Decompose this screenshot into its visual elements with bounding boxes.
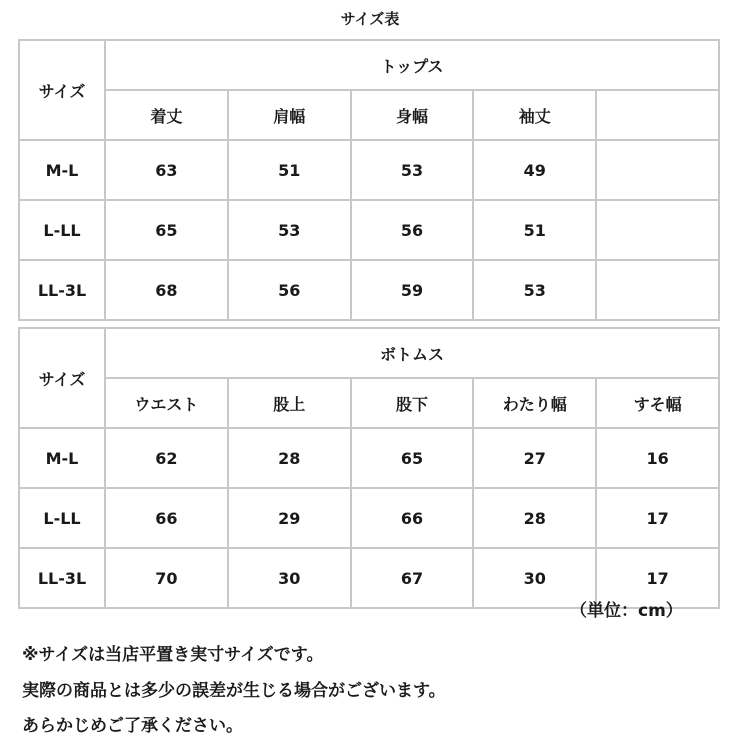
table-cell: 56: [351, 200, 474, 260]
tops-column-header: [596, 90, 719, 140]
table-cell: 67: [351, 548, 474, 608]
table-cell: 66: [105, 488, 228, 548]
bottoms-column-header: 股上: [228, 378, 351, 428]
tops-column-header: 着丈: [105, 90, 228, 140]
table-cell: 53: [473, 260, 596, 320]
table-cell: 28: [473, 488, 596, 548]
bottoms-column-header: わたり幅: [473, 378, 596, 428]
note-line: 実際の商品とは多少の誤差が生じる場合がございます。: [22, 681, 446, 701]
tops-size-table: [18, 39, 720, 321]
table-cell: 27: [473, 428, 596, 488]
table-cell: 65: [105, 200, 228, 260]
table-cell: 16: [596, 428, 719, 488]
table-cell: 51: [228, 140, 351, 200]
table-cell: [596, 200, 719, 260]
bottoms-column-row: [19, 378, 719, 428]
bottoms-column-header: すそ幅: [596, 378, 719, 428]
table-cell: 59: [351, 260, 474, 320]
bottoms-size-table: [18, 327, 720, 609]
table-cell: 30: [228, 548, 351, 608]
table-cell: 28: [228, 428, 351, 488]
bottoms-column-header: ウエスト: [105, 378, 228, 428]
table-cell: 66: [351, 488, 474, 548]
tops-group-header: トップス: [105, 40, 719, 90]
table-cell: 49: [473, 140, 596, 200]
table-cell: 63: [105, 140, 228, 200]
tops-column-header: 袖丈: [473, 90, 596, 140]
bottoms-column-header: 股下: [351, 378, 474, 428]
bottoms-size-header: サイズ: [19, 328, 105, 428]
table-cell: 53: [351, 140, 474, 200]
tops-header-row: [19, 40, 719, 90]
table-cell: 53: [228, 200, 351, 260]
bottoms-header-row: [19, 328, 719, 378]
table-cell: 51: [473, 200, 596, 260]
tops-column-header: 身幅: [351, 90, 474, 140]
table-cell: 65: [351, 428, 474, 488]
table-row: [19, 140, 719, 200]
table-row: [19, 200, 719, 260]
note-line: あらかじめご了承ください。: [22, 716, 243, 736]
note-line: ※サイズは当店平置き実寸サイズです。: [22, 645, 324, 665]
table-cell: 56: [228, 260, 351, 320]
size-label: LL-3L: [19, 260, 105, 320]
size-label: LL-3L: [19, 548, 105, 608]
size-label: L-LL: [19, 200, 105, 260]
table-row: [19, 428, 719, 488]
size-label: M-L: [19, 428, 105, 488]
table-cell: 68: [105, 260, 228, 320]
table-row: [19, 260, 719, 320]
table-cell: 70: [105, 548, 228, 608]
table-cell: 17: [596, 488, 719, 548]
table-cell: 17: [596, 548, 719, 608]
table-row: [19, 488, 719, 548]
table-cell: [596, 260, 719, 320]
table-cell: 29: [228, 488, 351, 548]
tops-column-header: 肩幅: [228, 90, 351, 140]
unit-note: （単位：cm）: [570, 601, 683, 621]
size-label: L-LL: [19, 488, 105, 548]
table-cell: 30: [473, 548, 596, 608]
table-cell: [596, 140, 719, 200]
size-label: M-L: [19, 140, 105, 200]
bottoms-group-header: ボトムス: [105, 328, 719, 378]
table-cell: 62: [105, 428, 228, 488]
tops-size-header: サイズ: [19, 40, 105, 140]
tops-column-row: [19, 90, 719, 140]
page-title: サイズ表: [340, 10, 400, 28]
